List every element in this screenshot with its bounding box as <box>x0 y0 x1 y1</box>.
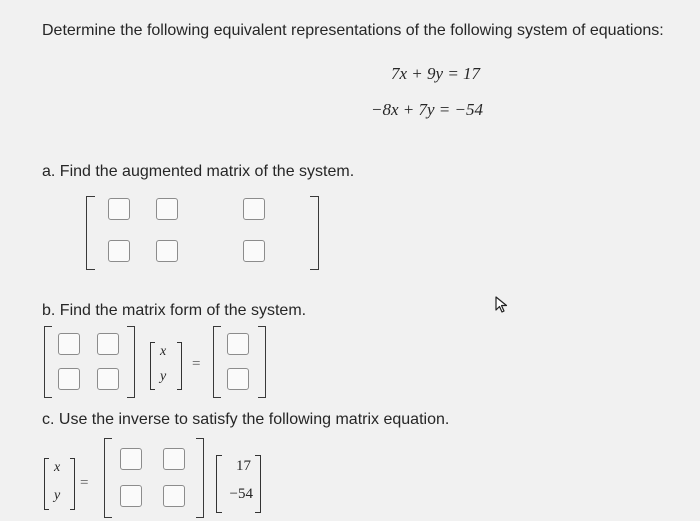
rhs-value-1: 17 <box>236 458 251 474</box>
var-y: y <box>160 369 167 384</box>
aug-b1-input[interactable] <box>243 198 265 220</box>
part-c-label: c. Use the inverse to satisfy the following matrix equation. <box>42 411 450 428</box>
var-x: x <box>160 344 167 359</box>
inverse-right-bracket <box>196 438 204 518</box>
part-a-label: a. Find the augmented matrix of the system. <box>42 163 355 180</box>
inv-a12-input[interactable] <box>163 448 185 470</box>
inv-a22-input[interactable] <box>163 485 185 507</box>
var-vector-right-bracket <box>177 342 182 390</box>
equals-sign: = <box>192 356 201 372</box>
inv-a11-input[interactable] <box>120 448 142 470</box>
equation-1: 7x + 9y = 17 <box>391 64 481 83</box>
aug-a11-input[interactable] <box>108 198 130 220</box>
coef-a11-input[interactable] <box>58 333 80 355</box>
solution-vector-right-bracket <box>70 458 75 510</box>
aug-a12-input[interactable] <box>156 198 178 220</box>
rhs-vector-right-bracket <box>255 455 261 513</box>
right-bracket <box>310 196 319 270</box>
part-b-label: b. Find the matrix form of the system. <box>42 302 307 319</box>
coef-right-bracket <box>127 326 135 398</box>
mouse-pointer-icon <box>494 296 510 319</box>
var-vector-left-bracket <box>150 342 155 390</box>
coef-a22-input[interactable] <box>97 368 119 390</box>
inv-a21-input[interactable] <box>120 485 142 507</box>
coef-left-bracket <box>44 326 52 398</box>
sol-x: x <box>54 460 61 475</box>
aug-b2-input[interactable] <box>243 240 265 262</box>
const-b1-input[interactable] <box>227 333 249 355</box>
left-bracket <box>86 196 95 270</box>
inverse-left-bracket <box>104 438 112 518</box>
solution-vector-left-bracket <box>44 458 49 510</box>
rhs-value-2: −54 <box>229 486 253 502</box>
problem-prompt: Determine the following equivalent representations of the following system of equations: <box>42 22 664 39</box>
coef-a12-input[interactable] <box>97 333 119 355</box>
aug-a22-input[interactable] <box>156 240 178 262</box>
const-right-bracket <box>258 326 266 398</box>
aug-a21-input[interactable] <box>108 240 130 262</box>
coef-a21-input[interactable] <box>58 368 80 390</box>
const-b2-input[interactable] <box>227 368 249 390</box>
equation-2: −8x + 7y = −54 <box>371 100 483 119</box>
sol-y: y <box>54 488 61 503</box>
const-left-bracket <box>213 326 221 398</box>
equals-sign-c: = <box>80 475 89 491</box>
